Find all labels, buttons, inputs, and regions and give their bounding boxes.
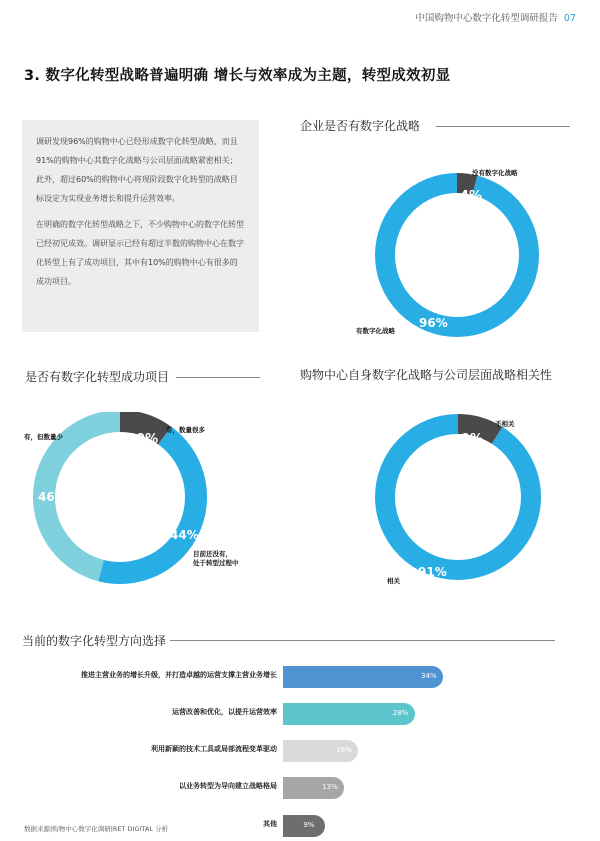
direction-bar [283,666,443,688]
section-title: 3. 数字化转型战略普遍明确 增长与效率成为主题，转型成效初显 [24,68,451,84]
success-chart-title: 是否有数字化转型成功项目 [25,370,170,384]
intro-paragraph-1: 调研发现96%的购物中心已经形成数字化转型战略，而且91%的购物中心其数字化战略与公司层面战略紧密相关；此外，超过60%的购物中心将现阶段数字化转型的战略目标设定为实现业务增长和提升运营效率。 [36,137,238,203]
strategy-label-no: 没有数字化战略 [472,169,518,177]
direction-bar-label: 利用新颖的技术工具或局部流程变革驱动 [151,745,277,753]
success-label-inprogress-2: 处于转型过程中 [193,559,239,567]
strategy-pct-no: 4% [460,189,483,204]
strategy-label-yes: 有数字化战略 [356,327,395,335]
direction-bar-label: 推进主营业务的增长升级，并打造卓越的运营支撑主营业务增长 [81,671,277,679]
report-title: 中国购物中心数字化转型调研报告 [415,13,558,24]
success-label-inprogress-1: 目前还没有， [193,550,232,558]
direction-bar-label: 其他 [263,820,277,828]
direction-bar-label: 运营改善和优化，以提升运营效率 [172,708,277,716]
direction-bar-row [0,777,600,799]
success-pct-few: 46% [38,490,67,504]
direction-chart-title: 当前的数字化转型方向选择 [22,634,167,648]
direction-title-rule [170,640,555,641]
success-label-many: 有，数量很多 [166,426,205,434]
strategy-pct-yes: 96% [419,316,448,330]
direction-bar-label: 以业务转型为导向建立战略格局 [179,782,277,790]
direction-bar-value: 34% [421,672,437,680]
direction-bar-row [0,740,600,762]
direction-bar-value: 13% [322,783,338,791]
page-number: 07 [563,13,576,24]
direction-bar-value: 9% [303,821,315,829]
relevance-donut-chart [360,412,560,597]
success-pct-many: 10% [127,432,159,447]
relevance-pct-no: 9% [461,432,484,447]
strategy-title-rule [436,126,570,127]
direction-bar-value: 16% [336,746,352,754]
success-pct-inprogress: 44% [170,528,199,542]
success-label-few: 有，但数量少 [24,433,63,441]
direction-bar-row [0,666,600,688]
relevance-label-no: 不相关 [495,420,515,428]
strategy-chart-title: 企业是否有数字化战略 [300,119,421,133]
report-header [415,10,576,24]
success-title-rule [176,377,260,378]
strategy-donut [385,183,529,327]
intro-box [22,120,259,332]
relevance-pct-yes: 91% [418,565,447,579]
direction-bar-row [0,703,600,725]
relevance-label-yes: 相关 [387,577,400,585]
data-source: 数据来源|购物中心数字化调研|RET DIGITAL 分析 [24,825,169,833]
relevance-donut [385,424,531,570]
direction-bar-value: 28% [392,709,409,717]
success-donut [44,421,196,573]
intro-paragraph-2: 在明确的数字化转型战略之下，不少购物中心的数字化转型已经初见成效。调研显示已经有超过半数的购物中心在数字化转型上有了成功项目，其中有10%的购物中心有很多的成功项目。 [36,220,244,286]
relevance-slice-1 [385,424,531,570]
relevance-chart-title: 购物中心自身数字化战略与公司层面战略相关性 [300,368,553,382]
strategy-slice-1 [385,183,529,327]
